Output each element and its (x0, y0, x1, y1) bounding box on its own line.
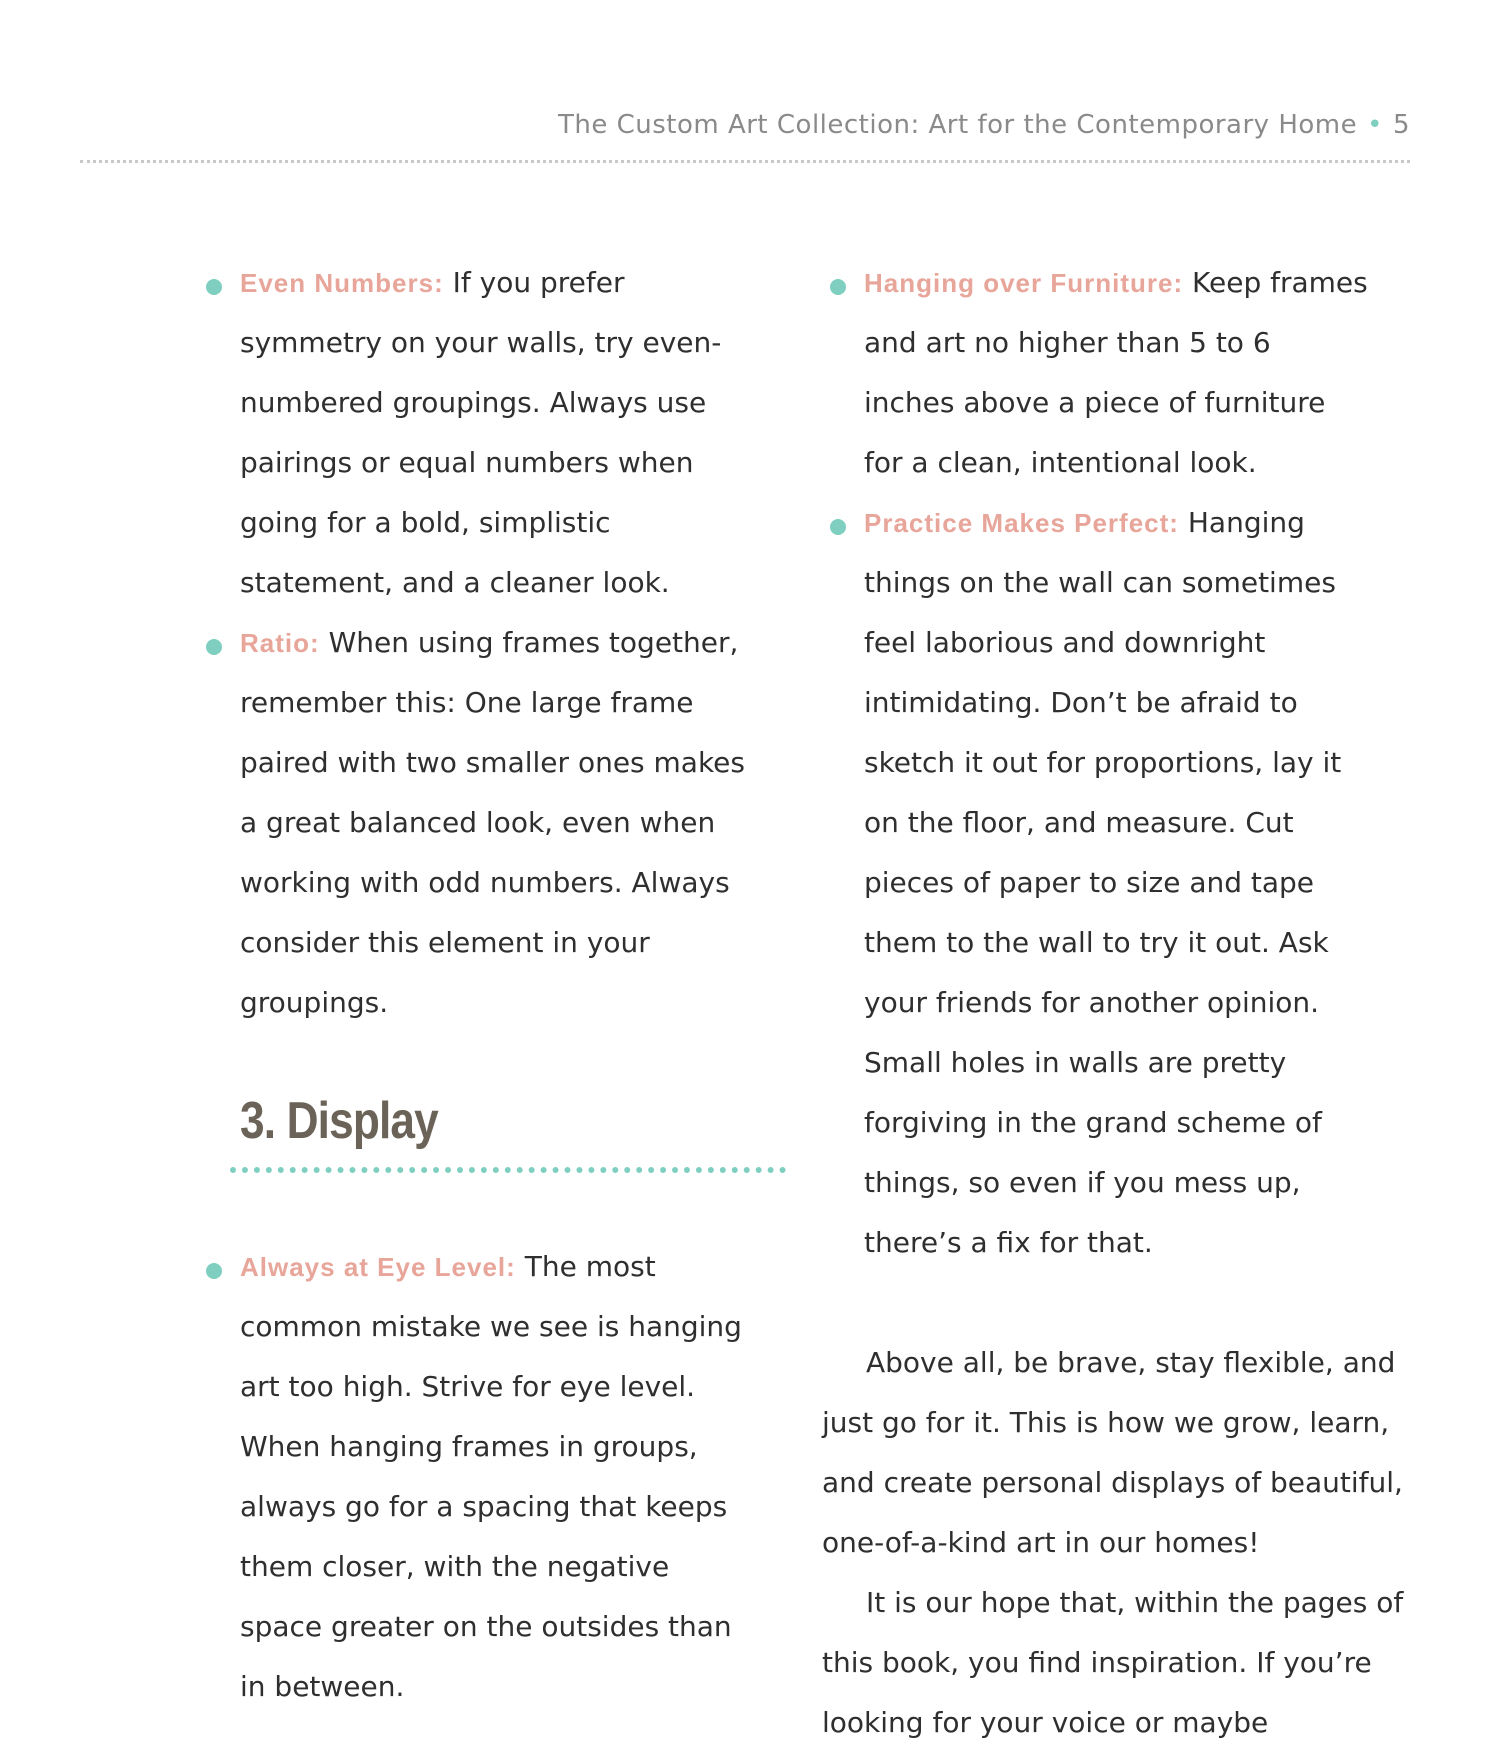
teal-bullet-icon (206, 279, 222, 295)
running-header (80, 110, 1410, 140)
bullet-text: Keep frames and art no higher than 5 to 6 inches above a piece of furniture for a clean, intentional look. (864, 266, 1368, 479)
teal-bullet-icon (206, 1263, 222, 1279)
bullet-eye-level (206, 1237, 746, 1717)
running-header-title: The Custom Art Collection: Art for the Contemporary Home (557, 110, 1358, 140)
header-separator: • (1367, 110, 1383, 140)
section-title: 3. Display (240, 1092, 438, 1150)
right-column (822, 253, 1404, 1753)
closing-paragraph-2: It is our hope that, within the pages of this book, you find inspiration. If you’re looking for your voice or maybe (822, 1586, 1404, 1739)
bullet-text: If you prefer symmetry on your walls, try even-numbered groupings. Always use pairings or equal numbers when going for a bold, simplistic statement, and a cleaner look. (240, 266, 722, 599)
page-number: 5 (1392, 110, 1410, 140)
bullet-term: Even Numbers: (240, 268, 444, 298)
bullet-text: When using frames together, remember this: One large frame paired with two smaller ones makes a great balanced look, even when working with odd numbers. Always consider this element in your groupings. (240, 626, 745, 1019)
bullet-term: Ratio: (240, 628, 320, 658)
closing-text (822, 1333, 1412, 1753)
spacer (830, 1273, 1370, 1333)
teal-bullet-icon (206, 639, 222, 655)
bullet-text: The most common mistake we see is hanging art too high. Strive for eye level. When hanging frames in groups, always go for a spacing that keeps them closer, with the negative space greater on the outsides than in between. (240, 1250, 742, 1703)
bullet-text: Hanging things on the wall can sometimes feel laborious and downright intimidating. Don’t be afraid to sketch it out for proportions, lay it on the floor, and measure. Cut pieces of paper to size and tape them to the wall to try it out. Ask your friends for another opinion. Small holes in walls are pretty forgiving in the grand scheme of things, so even if you mess up, there’s a fix for that. (864, 506, 1342, 1259)
bullet-term: Hanging over Furniture: (864, 268, 1184, 298)
closing-paragraph-1: Above all, be brave, stay flexible, and just go for it. This is how we grow, learn, and create personal displays of beautiful, one-of-a-kind art in our homes! (822, 1346, 1403, 1559)
bullet-hanging-over-furniture (830, 253, 1370, 493)
bullet-term: Practice Makes Perfect: (864, 508, 1179, 538)
teal-bullet-icon (830, 519, 846, 535)
bullet-practice-makes-perfect (830, 493, 1370, 1273)
bullet-ratio (206, 613, 746, 1033)
left-column (206, 253, 746, 1717)
spacer (206, 1173, 746, 1237)
header-dotted-rule (80, 160, 1410, 163)
bullet-term: Always at Eye Level: (240, 1252, 516, 1282)
bullet-even-numbers (206, 253, 746, 613)
teal-bullet-icon (830, 279, 846, 295)
